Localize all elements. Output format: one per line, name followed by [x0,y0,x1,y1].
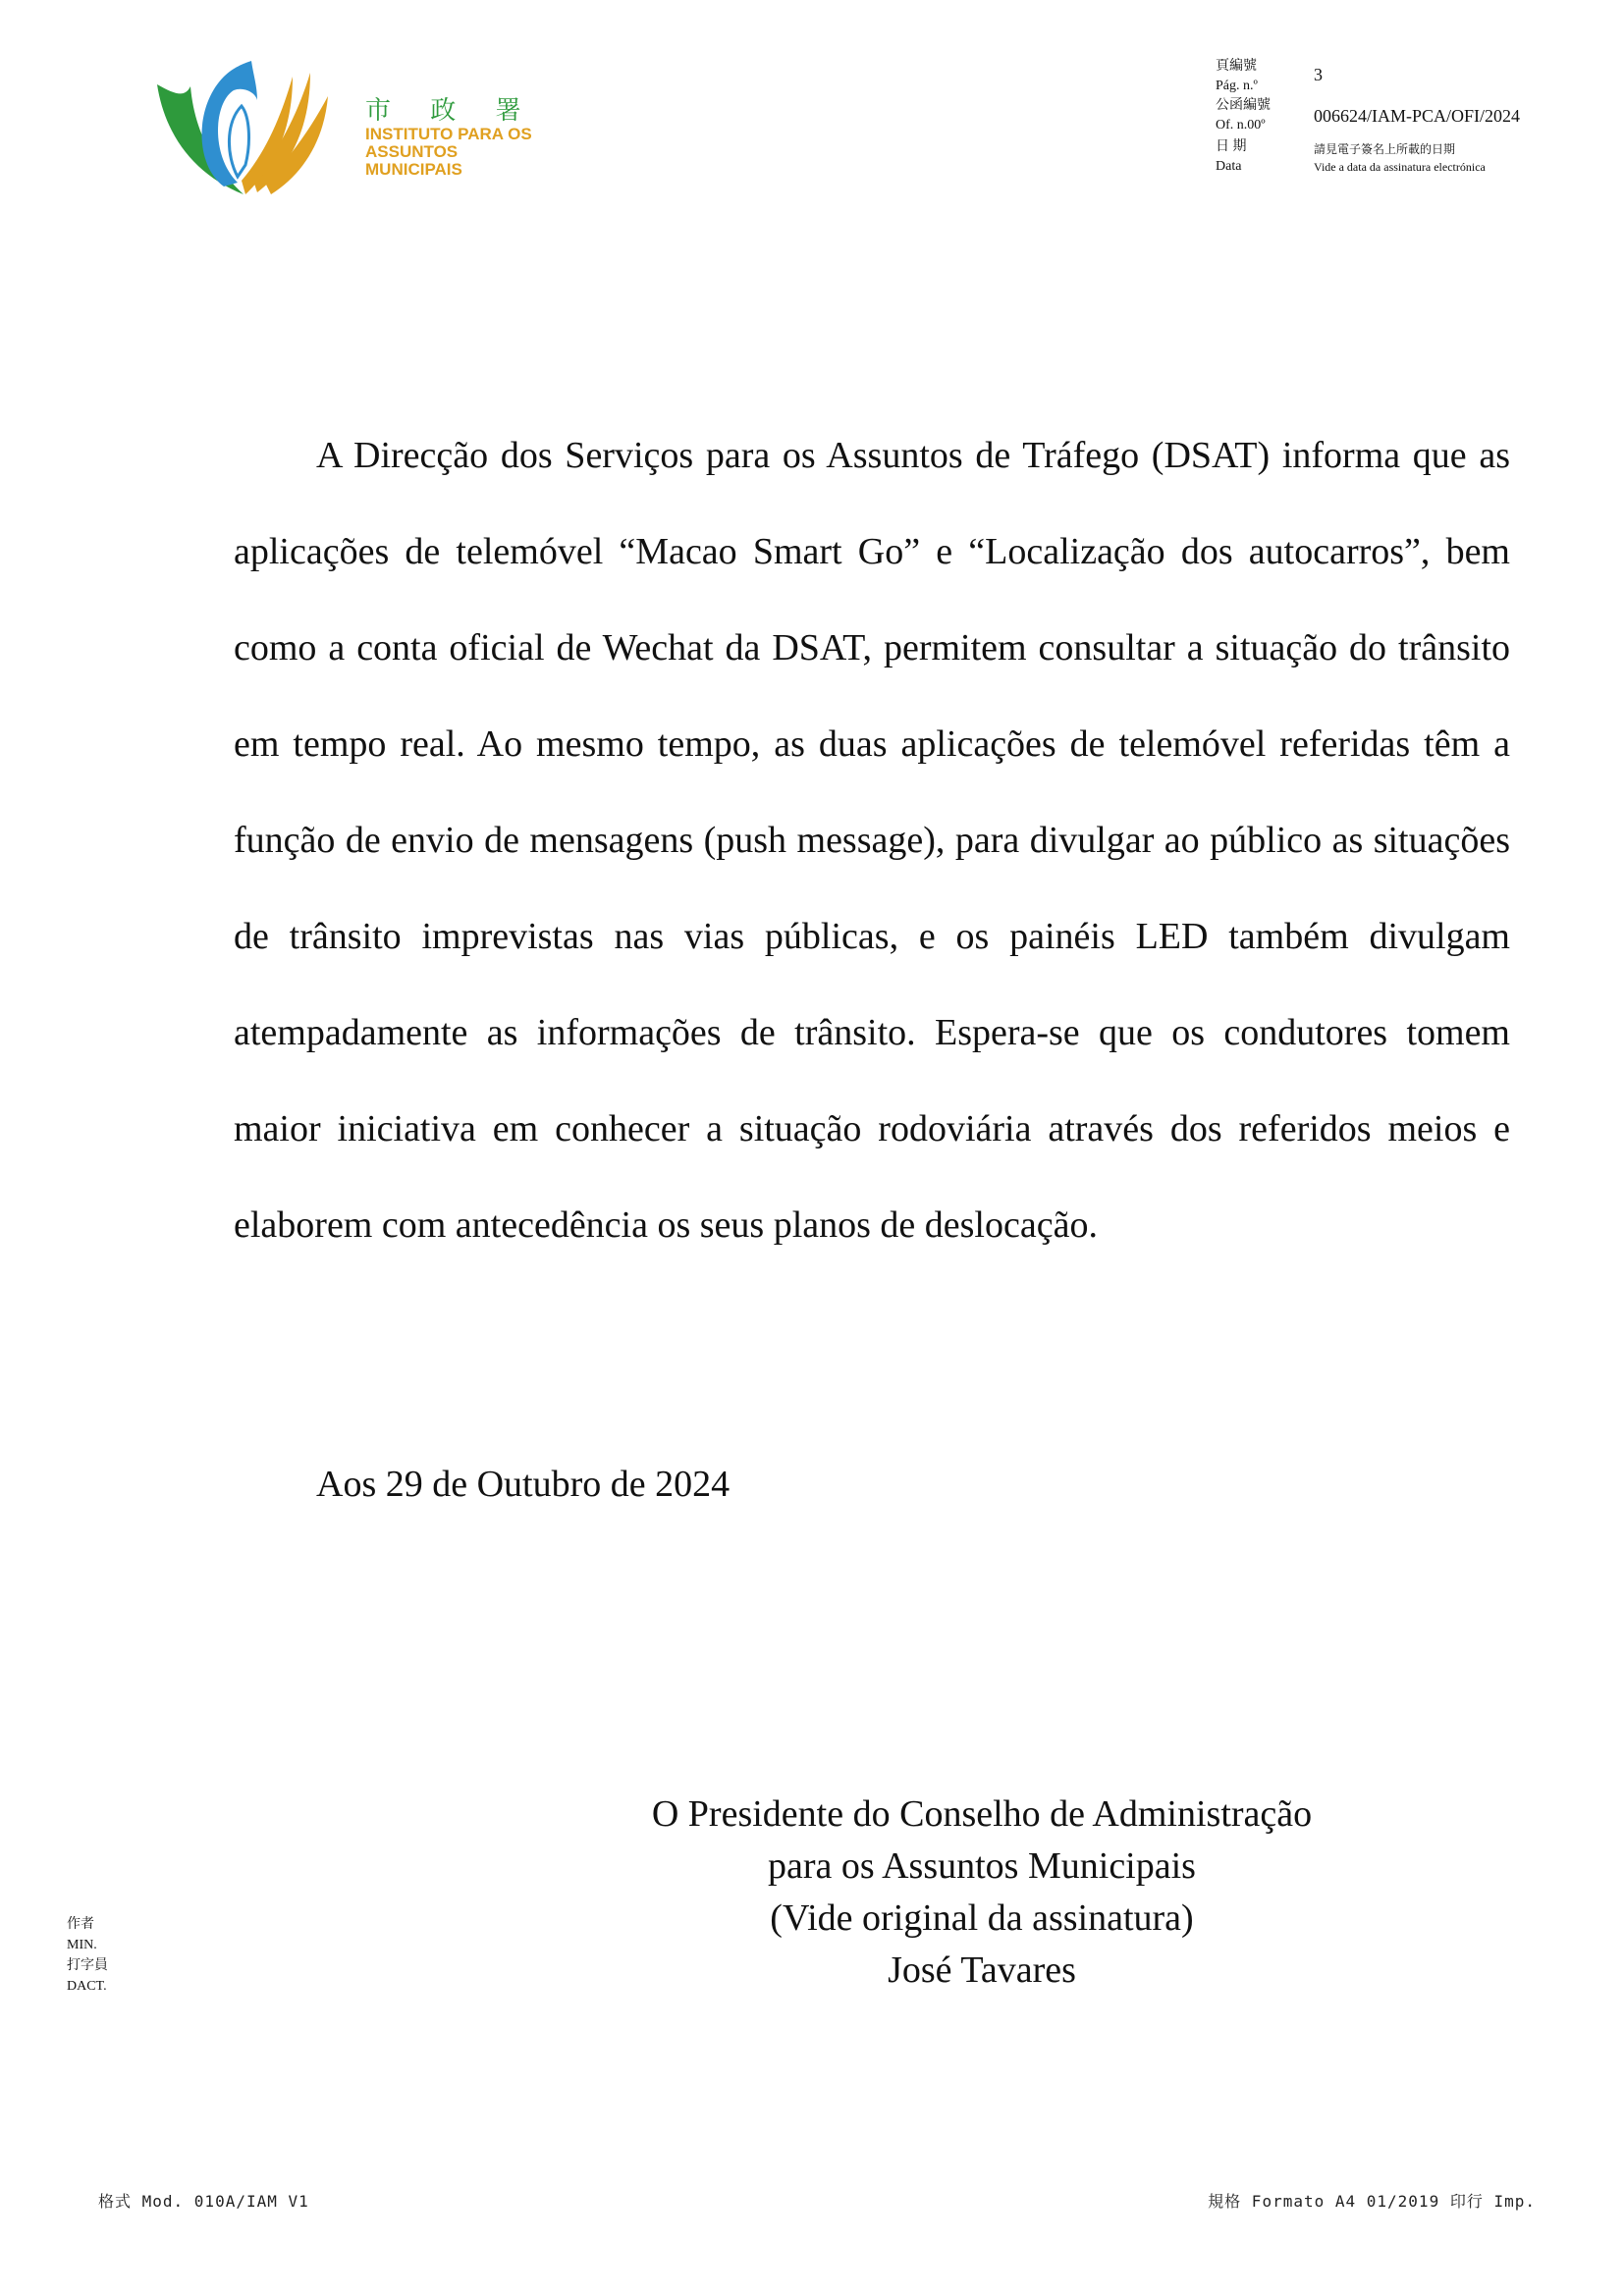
author-label-pt: MIN. [67,1938,97,1952]
date-label-zh: 日 期 [1216,139,1247,154]
logo-text [365,96,548,179]
typist-label-pt: DACT. [67,1979,107,1994]
footer-form-code: 格式 Mod. 010A/IAM V1 [98,2192,309,2211]
office-label-zh: 公函編號 [1216,98,1271,113]
letter-date: Aos 29 de Outubro de 2024 [316,1464,731,1505]
date-label-pt: Data [1216,159,1242,174]
logo-name-pt-line2: ASSUNTOS MUNICIPAIS [365,142,462,179]
page-label-pt: Pág. n.º [1216,79,1258,93]
signatory-name: José Tavares [888,1949,1076,1991]
typist-label-zh: 打字員 [67,1958,108,1973]
signature-institution: para os Assuntos Municipais [768,1845,1196,1887]
page-label-zh: 頁編號 [1216,59,1257,74]
body-paragraph: A Direcção dos Serviços para os Assuntos de Tráfego (DSAT) informa que as aplicações de telemóvel “Macao Smart Go” e “Localização dos autocarros”, bem como a conta oficial de Wechat da DSAT, permitem consultar a situação do trânsito em tempo real. Ao mesmo tempo, as duas aplicações de telemóvel referidas têm a função de envio de mensagens (push message), para divulgar ao público as situações de trânsito imprevistas nas vias públicas, e os painéis LED também divulgam atempadamente as informações de trânsito. Espera-se que os condutores tomem maior iniciativa em conhecer a situação rodoviária através dos referidos meios e elaborem com antecedência os seus planos de deslocação. [234,435,1510,1246]
footer-format-info: 規格 Formato A4 01/2019 印行 Imp. [1208,2192,1536,2211]
page-number: 3 [1314,65,1323,84]
signature-note: (Vide original da assinatura) [770,1897,1194,1939]
iam-logo [155,57,548,204]
signature-block [589,1789,1375,1997]
office-label-pt: Of. n.00º [1216,118,1266,133]
date-value-pt: Vide a data da assinatura electrónica [1314,160,1486,174]
lotus-logo-icon [155,57,361,204]
logo-name-zh: 市 政 署 [365,96,537,126]
signature-title: O Presidente do Conselho de Administração [651,1793,1313,1835]
date-value-zh: 請見電子簽名上所載的日期 [1314,142,1456,156]
office-number: 006624/IAM-PCA/OFI/2024 [1314,106,1521,126]
author-label-zh: 作者 [67,1917,94,1932]
logo-name-pt-line1: INSTITUTO PARA OS [365,125,532,143]
author-block [67,1914,108,1997]
